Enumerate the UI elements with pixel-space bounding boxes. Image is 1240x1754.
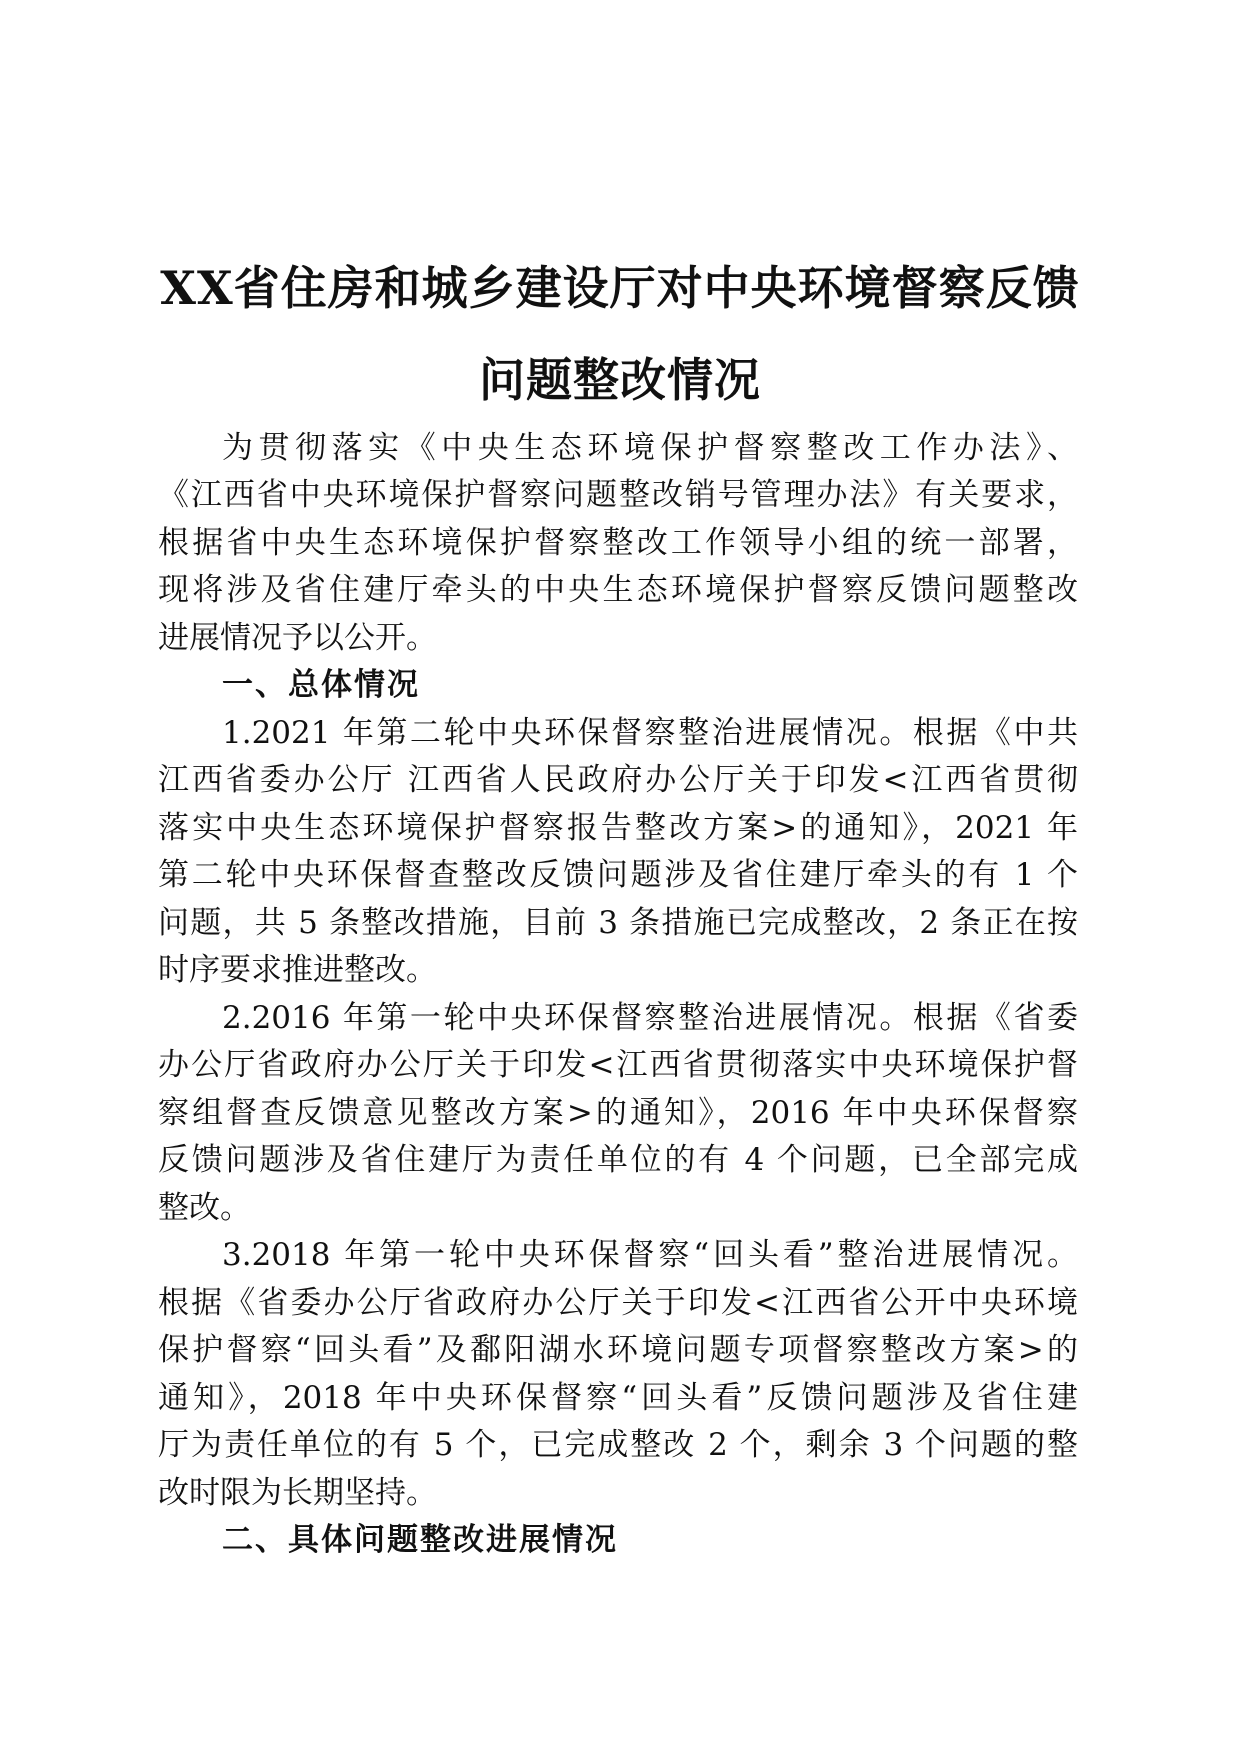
- item3-line-3: 保护督察“回头看”及鄱阳湖水环境问题专项督察整改方案>的: [158, 1332, 1078, 1368]
- item3-line-1: 3.2018 年第一轮中央环保督察“回头看”整治进展情况。: [222, 1237, 1078, 1273]
- intro-line-2: 《江西省中央环境保护督察问题整改销号管理办法》有关要求，: [158, 477, 1078, 513]
- item2-line-2: 办公厅省政府办公厅关于印发<江西省贯彻落实中央环境保护督: [158, 1047, 1078, 1083]
- item1-line-5: 问题，共 5 条整改措施，目前 3 条措施已完成整改，2 条正在按: [158, 905, 1078, 941]
- item1-line-4: 第二轮中央环保督查整改反馈问题涉及省住建厅牵头的有 1 个: [158, 857, 1078, 893]
- item2-line-1: 2.2016 年第一轮中央环保督察整治进展情况。根据《省委: [222, 1000, 1078, 1036]
- intro-line-5: 进展情况予以公开。: [158, 620, 437, 656]
- item3-line-5: 厅为责任单位的有 5 个，已完成整改 2 个，剩余 3 个问题的整: [158, 1427, 1078, 1463]
- item3-line-6: 改时限为长期坚持。: [158, 1475, 437, 1511]
- intro-line-1: 为贯彻落实《中央生态环境保护督察整改工作办法》、: [222, 430, 1078, 466]
- item2-line-4: 反馈问题涉及省住建厅为责任单位的有 4 个问题，已全部完成: [158, 1142, 1078, 1178]
- item1-line-2: 江西省委办公厅 江西省人民政府办公厅关于印发<江西省贯彻: [158, 762, 1078, 798]
- document-title-line-1: XX省住房和城乡建设厅对中央环境督察反馈: [160, 261, 1080, 315]
- item3-line-4: 通知》，2018 年中央环保督察“回头看”反馈问题涉及省住建: [158, 1380, 1078, 1416]
- item2-line-5: 整改。: [158, 1190, 251, 1226]
- item2-line-3: 察组督查反馈意见整改方案>的通知》，2016 年中央环保督察: [158, 1095, 1078, 1131]
- intro-line-3: 根据省中央生态环境保护督察整改工作领导小组的统一部署，: [158, 525, 1078, 561]
- intro-line-4: 现将涉及省住建厅牵头的中央生态环境保护督察反馈问题整改: [158, 572, 1078, 608]
- section-heading-overview: 一、总体情况: [222, 667, 420, 703]
- item1-line-6: 时序要求推进整改。: [158, 952, 437, 988]
- item3-line-2: 根据《省委办公厅省政府办公厅关于印发<江西省公开中央环境: [158, 1285, 1078, 1321]
- item1-line-3: 落实中央生态环境保护督察报告整改方案>的通知》，2021 年: [158, 810, 1078, 846]
- section-heading-specific-progress: 二、具体问题整改进展情况: [222, 1522, 618, 1558]
- item1-line-1: 1.2021 年第二轮中央环保督察整治进展情况。根据《中共: [222, 715, 1078, 751]
- document-title-line-2: 问题整改情况: [479, 353, 761, 407]
